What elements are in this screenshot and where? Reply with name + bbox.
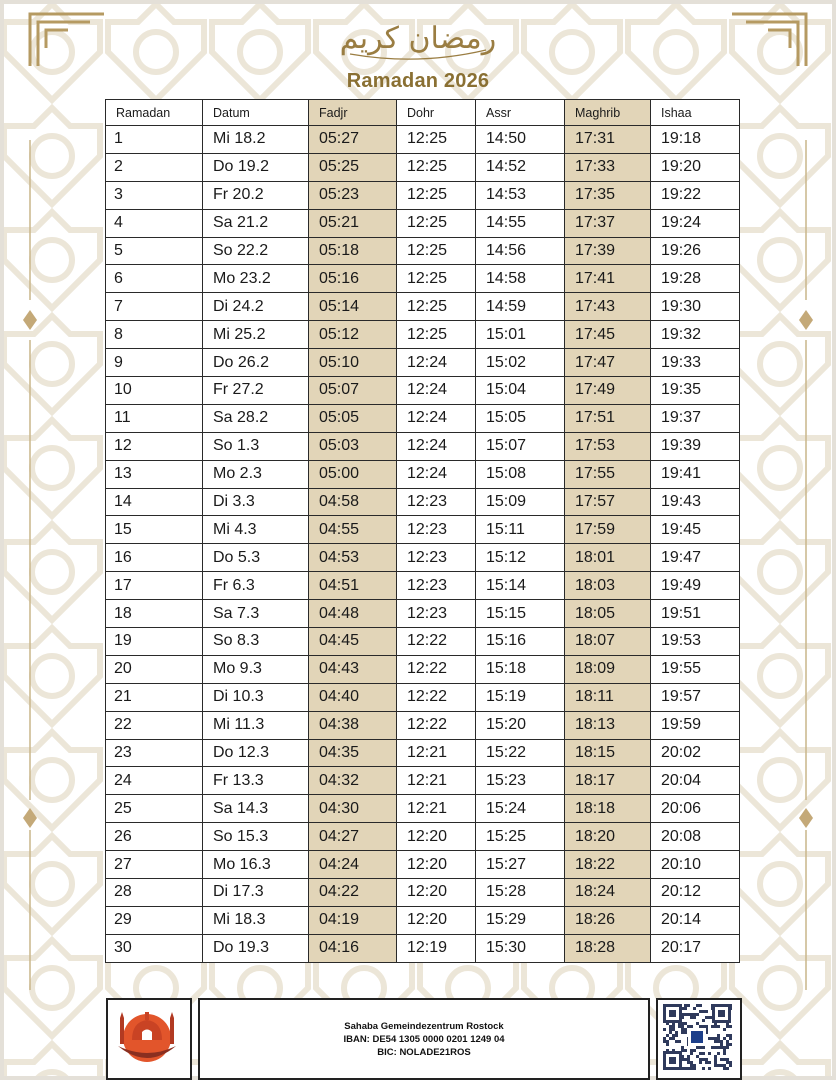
table-cell: 05:16 (309, 265, 397, 293)
column-header: Assr (476, 100, 565, 126)
table-row (106, 934, 740, 962)
table-cell: 05:07 (309, 377, 397, 405)
table-row (106, 153, 740, 181)
table-cell: 19:41 (651, 460, 740, 488)
table-cell: 04:30 (309, 795, 397, 823)
table-row (106, 126, 740, 154)
table-cell: 17 (106, 572, 203, 600)
table-cell: 24 (106, 767, 203, 795)
table-cell: 12:24 (397, 377, 476, 405)
table-cell: 15:23 (476, 767, 565, 795)
table-cell: 15:05 (476, 404, 565, 432)
table-cell: 18:07 (565, 628, 651, 656)
table-cell: 19:32 (651, 321, 740, 349)
table-cell: 20:10 (651, 851, 740, 879)
table-cell: 19:26 (651, 237, 740, 265)
table-row (106, 237, 740, 265)
table-body (106, 126, 740, 963)
table-cell: 04:55 (309, 516, 397, 544)
table-cell: 20:08 (651, 823, 740, 851)
table-cell: 12:24 (397, 404, 476, 432)
ramadan-kareem-calligraphy (340, 10, 496, 66)
table-cell: 04:53 (309, 544, 397, 572)
table-cell: 12:25 (397, 265, 476, 293)
table-cell: 14:58 (476, 265, 565, 293)
table-cell: 12:25 (397, 126, 476, 154)
table-cell: 20:12 (651, 879, 740, 907)
bic-text: BIC: NOLADE21ROS (377, 1047, 471, 1058)
table-row (106, 321, 740, 349)
table-cell: 6 (106, 265, 203, 293)
table-cell: 17:43 (565, 293, 651, 321)
table-cell: 15:14 (476, 572, 565, 600)
table-cell: 19:22 (651, 181, 740, 209)
logo-box (106, 998, 192, 1080)
table-cell: 17:39 (565, 237, 651, 265)
table-cell: Mo 9.3 (203, 655, 309, 683)
table-cell: 15:08 (476, 460, 565, 488)
table-cell: 14:50 (476, 126, 565, 154)
table-cell: Mi 18.2 (203, 126, 309, 154)
table-row (106, 516, 740, 544)
table-cell: 18:01 (565, 544, 651, 572)
table-cell: 19:18 (651, 126, 740, 154)
table-row (106, 544, 740, 572)
table-cell: 12:24 (397, 432, 476, 460)
table-cell: 04:22 (309, 879, 397, 907)
table-cell: 19:28 (651, 265, 740, 293)
table-cell: Sa 7.3 (203, 600, 309, 628)
table-cell: 04:32 (309, 767, 397, 795)
table-cell: 27 (106, 851, 203, 879)
table-cell: 12:25 (397, 293, 476, 321)
table-cell: 12:20 (397, 906, 476, 934)
table-row (106, 879, 740, 907)
table-cell: 12:20 (397, 823, 476, 851)
table-cell: 18:15 (565, 739, 651, 767)
table-row (106, 488, 740, 516)
table-cell: 19:53 (651, 628, 740, 656)
table-row (106, 767, 740, 795)
table-cell: 14:53 (476, 181, 565, 209)
qr-code-icon[interactable] (658, 1000, 736, 1074)
table-cell: So 22.2 (203, 237, 309, 265)
table-cell: 14:52 (476, 153, 565, 181)
table-cell: 18:05 (565, 600, 651, 628)
table-cell: 15:24 (476, 795, 565, 823)
table-row (106, 432, 740, 460)
table-cell: 15:11 (476, 516, 565, 544)
table-cell: 15:29 (476, 906, 565, 934)
table-row (106, 851, 740, 879)
table-cell: 2 (106, 153, 203, 181)
table-cell: 04:51 (309, 572, 397, 600)
iban-text: IBAN: DE54 1305 0000 0201 1249 04 (343, 1034, 505, 1045)
svg-text:رمضان كريم: رمضان كريم (340, 21, 496, 56)
table-cell: 17:33 (565, 153, 651, 181)
table-cell: 19:39 (651, 432, 740, 460)
table-cell: Mo 2.3 (203, 460, 309, 488)
table-cell: 18:28 (565, 934, 651, 962)
table-cell: 15:07 (476, 432, 565, 460)
table-cell: 19:57 (651, 683, 740, 711)
table-cell: 12:22 (397, 628, 476, 656)
table-cell: Di 10.3 (203, 683, 309, 711)
page-title: Ramadan 2026 (346, 70, 490, 92)
prayer-times-table (105, 99, 740, 963)
table-cell: Sa 14.3 (203, 795, 309, 823)
table-cell: 15:30 (476, 934, 565, 962)
table-cell: 04:58 (309, 488, 397, 516)
table-cell: Di 24.2 (203, 293, 309, 321)
table-row (106, 181, 740, 209)
table-row (106, 209, 740, 237)
table-cell: 12:20 (397, 851, 476, 879)
table-cell: So 15.3 (203, 823, 309, 851)
table-cell: 04:43 (309, 655, 397, 683)
table-row (106, 906, 740, 934)
table-cell: Do 12.3 (203, 739, 309, 767)
table-cell: 17:59 (565, 516, 651, 544)
table-cell: 19:33 (651, 349, 740, 377)
table-cell: Sa 28.2 (203, 404, 309, 432)
bank-info-box (198, 998, 650, 1080)
table-cell: 17:57 (565, 488, 651, 516)
table-cell: 12:23 (397, 600, 476, 628)
table-cell: 19:24 (651, 209, 740, 237)
table-cell: 20:17 (651, 934, 740, 962)
table-cell: 12:24 (397, 349, 476, 377)
table-cell: 18:03 (565, 572, 651, 600)
table-row (106, 655, 740, 683)
table-cell: 17:45 (565, 321, 651, 349)
table-cell: 17:53 (565, 432, 651, 460)
table-cell: 19:47 (651, 544, 740, 572)
table-cell: 04:19 (309, 906, 397, 934)
table-cell: 18:18 (565, 795, 651, 823)
table-cell: 17:41 (565, 265, 651, 293)
table-cell: 12:21 (397, 739, 476, 767)
table-cell: 11 (106, 404, 203, 432)
table-row (106, 572, 740, 600)
table-cell: Fr 20.2 (203, 181, 309, 209)
table-cell: 23 (106, 739, 203, 767)
table-cell: 15:02 (476, 349, 565, 377)
table-cell: 15:22 (476, 739, 565, 767)
table-cell: 17:37 (565, 209, 651, 237)
table-cell: Fr 6.3 (203, 572, 309, 600)
table-row (106, 265, 740, 293)
corner-ornament-right-icon (730, 8, 810, 68)
table-cell: 18:24 (565, 879, 651, 907)
qr-box (656, 998, 742, 1080)
table-cell: 04:16 (309, 934, 397, 962)
table-cell: 12:20 (397, 879, 476, 907)
table-cell: 19:49 (651, 572, 740, 600)
table-cell: 15 (106, 516, 203, 544)
table-cell: 04:24 (309, 851, 397, 879)
table-cell: 19:37 (651, 404, 740, 432)
table-row (106, 293, 740, 321)
table-cell: 19:59 (651, 711, 740, 739)
table-cell: 04:27 (309, 823, 397, 851)
table-cell: 14:55 (476, 209, 565, 237)
table-cell: 18:26 (565, 906, 651, 934)
table-cell: 04:35 (309, 739, 397, 767)
table-cell: Fr 13.3 (203, 767, 309, 795)
table-cell: 13 (106, 460, 203, 488)
table-cell: 15:15 (476, 600, 565, 628)
table-row (106, 795, 740, 823)
column-header: Ishaa (651, 100, 740, 126)
table-cell: 16 (106, 544, 203, 572)
table-cell: 15:28 (476, 879, 565, 907)
table-cell: 19:43 (651, 488, 740, 516)
table-cell: 04:48 (309, 600, 397, 628)
table-row (106, 404, 740, 432)
table-cell: 1 (106, 126, 203, 154)
table-cell: 12 (106, 432, 203, 460)
table-cell: 19:51 (651, 600, 740, 628)
table-cell: 15:09 (476, 488, 565, 516)
table-cell: 12:21 (397, 795, 476, 823)
table-cell: 12:23 (397, 544, 476, 572)
corner-ornament-left-icon (26, 8, 106, 68)
table-cell: 12:25 (397, 321, 476, 349)
table-cell: 12:25 (397, 209, 476, 237)
table-cell: Di 17.3 (203, 879, 309, 907)
table-cell: 05:23 (309, 181, 397, 209)
table-cell: 25 (106, 795, 203, 823)
table-cell: 12:22 (397, 711, 476, 739)
table-cell: 14:56 (476, 237, 565, 265)
table-cell: 29 (106, 906, 203, 934)
column-header: Maghrib (565, 100, 651, 126)
table-cell: Mi 4.3 (203, 516, 309, 544)
table-cell: Mo 23.2 (203, 265, 309, 293)
table-cell: 12:25 (397, 153, 476, 181)
column-header: Ramadan (106, 100, 203, 126)
column-header: Fadjr (309, 100, 397, 126)
table-cell: 12:24 (397, 460, 476, 488)
table-cell: 05:25 (309, 153, 397, 181)
table-cell: 18:13 (565, 711, 651, 739)
table-cell: 15:01 (476, 321, 565, 349)
table-cell: 05:18 (309, 237, 397, 265)
table-cell: 19:20 (651, 153, 740, 181)
table-cell: Mo 16.3 (203, 851, 309, 879)
table-cell: Do 5.3 (203, 544, 309, 572)
table-cell: 12:23 (397, 488, 476, 516)
mosque-logo-icon (108, 1000, 186, 1074)
table-row (106, 683, 740, 711)
table-cell: 28 (106, 879, 203, 907)
table-row (106, 600, 740, 628)
table-cell: 12:21 (397, 767, 476, 795)
org-name: Sahaba Gemeindezentrum Rostock (344, 1021, 504, 1032)
table-cell: 18:11 (565, 683, 651, 711)
table-cell: 18:20 (565, 823, 651, 851)
table-cell: 05:21 (309, 209, 397, 237)
table-cell: Do 26.2 (203, 349, 309, 377)
table-cell: 15:16 (476, 628, 565, 656)
table-cell: 18:09 (565, 655, 651, 683)
table-row (106, 711, 740, 739)
table-cell: 04:38 (309, 711, 397, 739)
table-cell: 05:03 (309, 432, 397, 460)
table-cell: 17:35 (565, 181, 651, 209)
table-row (106, 628, 740, 656)
table-cell: 20:06 (651, 795, 740, 823)
table-cell: 22 (106, 711, 203, 739)
table-cell: So 8.3 (203, 628, 309, 656)
table-cell: 9 (106, 349, 203, 377)
table-cell: 20:14 (651, 906, 740, 934)
table-cell: 19:45 (651, 516, 740, 544)
table-cell: 17:49 (565, 377, 651, 405)
table-row (106, 377, 740, 405)
table-cell: 19 (106, 628, 203, 656)
table-header-row (106, 100, 740, 126)
table-cell: Mi 25.2 (203, 321, 309, 349)
table-cell: 12:22 (397, 655, 476, 683)
table-cell: 17:47 (565, 349, 651, 377)
table-cell: 18 (106, 600, 203, 628)
table-row (106, 460, 740, 488)
table-cell: Mi 18.3 (203, 906, 309, 934)
table-cell: 04:45 (309, 628, 397, 656)
table-cell: So 1.3 (203, 432, 309, 460)
table-cell: 21 (106, 683, 203, 711)
table-cell: 15:20 (476, 711, 565, 739)
table-cell: 19:55 (651, 655, 740, 683)
column-header: Dohr (397, 100, 476, 126)
table-row (106, 739, 740, 767)
table-cell: 05:10 (309, 349, 397, 377)
table-cell: 15:27 (476, 851, 565, 879)
table-cell: 4 (106, 209, 203, 237)
table-cell: 04:40 (309, 683, 397, 711)
table-cell: 18:22 (565, 851, 651, 879)
table-cell: 10 (106, 377, 203, 405)
column-header: Datum (203, 100, 309, 126)
table-row (106, 823, 740, 851)
table-cell: 12:19 (397, 934, 476, 962)
table-cell: 15:18 (476, 655, 565, 683)
table-cell: 7 (106, 293, 203, 321)
table-cell: 20:04 (651, 767, 740, 795)
table-cell: 19:35 (651, 377, 740, 405)
table-cell: 26 (106, 823, 203, 851)
table-cell: 12:22 (397, 683, 476, 711)
table-cell: 3 (106, 181, 203, 209)
table-cell: 20:02 (651, 739, 740, 767)
table-cell: 05:05 (309, 404, 397, 432)
table-cell: 15:12 (476, 544, 565, 572)
table-cell: 14:59 (476, 293, 565, 321)
table-cell: 12:25 (397, 237, 476, 265)
table-cell: 12:23 (397, 572, 476, 600)
table-cell: Do 19.3 (203, 934, 309, 962)
table-cell: 14 (106, 488, 203, 516)
table-cell: 18:17 (565, 767, 651, 795)
table-cell: 20 (106, 655, 203, 683)
table-cell: 19:30 (651, 293, 740, 321)
table-cell: 05:00 (309, 460, 397, 488)
table-cell: 15:25 (476, 823, 565, 851)
table-cell: 05:27 (309, 126, 397, 154)
table-cell: 12:23 (397, 516, 476, 544)
table-cell: 30 (106, 934, 203, 962)
table-row (106, 349, 740, 377)
table-cell: 8 (106, 321, 203, 349)
table-cell: Sa 21.2 (203, 209, 309, 237)
table-cell: 5 (106, 237, 203, 265)
table-cell: Di 3.3 (203, 488, 309, 516)
table-cell: 17:31 (565, 126, 651, 154)
table-cell: 15:19 (476, 683, 565, 711)
table-cell: 15:04 (476, 377, 565, 405)
table-cell: 17:55 (565, 460, 651, 488)
table-cell: 17:51 (565, 404, 651, 432)
table-cell: Do 19.2 (203, 153, 309, 181)
table-cell: 05:14 (309, 293, 397, 321)
table-cell: Fr 27.2 (203, 377, 309, 405)
table-cell: 12:25 (397, 181, 476, 209)
table-cell: 05:12 (309, 321, 397, 349)
table-cell: Mi 11.3 (203, 711, 309, 739)
